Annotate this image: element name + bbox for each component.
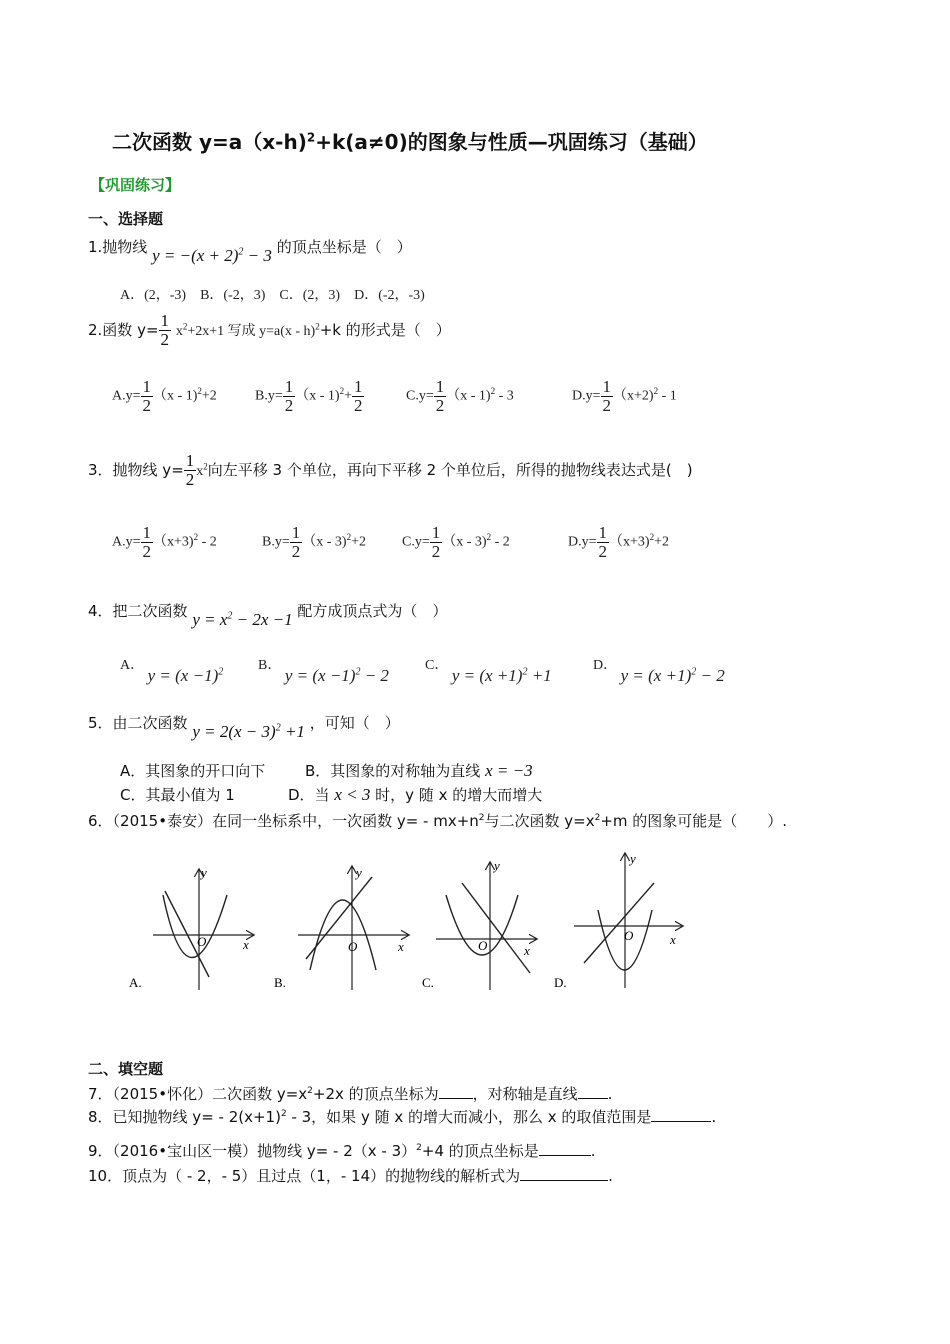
answer-blank[interactable] [539,1141,591,1156]
y-label: y [201,865,207,880]
answer-blank[interactable] [520,1166,608,1181]
graph-label-c: C. [422,975,434,990]
question-2: 2.函数 y= $\frac{1}{2}$ $x^2+2x+1$ 写成 y=a(x - h)$^2$+k 的形式是（ ） [88,311,451,349]
answer-blank[interactable] [578,1084,608,1099]
question-3-option-a: A.y= $\frac{1}{2}$ （x+3)$^2$ - 2 [112,523,217,561]
question-2-option-d: D.y= $\frac{1}{2}$ （x+2)$^2$ - 1 [572,377,677,415]
x-label: x [398,939,404,954]
question-2-option-c: C.y= $\frac{1}{2}$ （x - 1)$^2$ - 3 [406,377,514,415]
question-5-option-d: D．当 x < 3 时，y 随 x 的增大而增大 [288,785,543,804]
question-3-option-d: D.y= $\frac{1}{2}$ （x+3)$^2$+2 [568,523,669,561]
section-fill-heading: 二、填空题 [88,1060,164,1078]
origin-label: O [478,938,488,953]
question-5-option-c: C．其最小值为 1 [120,786,235,804]
question-5-option-b: B．其图象的对称轴为直线 x = −3 [305,761,533,780]
y-label: y [356,865,362,880]
line [584,883,654,963]
x-label: x [243,937,249,952]
question-3-option-b: B.y= $\frac{1}{2}$ （x - 3)$^2$+2 [262,523,366,561]
question-9: 9．（2016•宝山区一模）抛物线 y= - 2（x - 3）$^2$+4 的顶点坐标是 . [88,1142,596,1160]
question-7: 7．（2015•怀化）二次函数 $y=x^2+2x$ 的顶点坐标为 ，对称轴是直线 . [88,1085,613,1103]
graph-d [550,848,690,995]
question-4-option-c: C． $y = (x +1)^2 +1$ [425,658,552,685]
page-title: 二次函数 y=a（x-h)$^2$+k(a≠0)的图象与性质—巩固练习（基础） [112,130,708,154]
question-3-option-c: C.y= $\frac{1}{2}$ （x - 3)$^2$ - 2 [402,523,510,561]
line [462,883,530,973]
question-1-options: A．(2，-3) B．(-2，3) C．(2，3) D．(-2，-3) [120,288,425,303]
graph-label-a: A. [129,975,142,990]
question-8: 8．已知抛物线 $y= - 2(x+1)^2 - 3$，如果 y 随 x 的增大而减小，那么 x 的取值范围是 . [88,1108,717,1126]
line [306,877,372,959]
answer-blank[interactable] [651,1107,711,1122]
question-6: 6．（2015•泰安）在同一坐标系中，一次函数 $y= - mx+n^2$与二次函数 $y=x^2+m$ 的图象可能是（ ）. [88,812,788,830]
question-2-option-b: B.y= $\frac{1}{2}$ （x - 1)$^2$+ $\frac{1}{2}$ [255,377,363,415]
graph-label-b: B. [274,975,286,990]
question-10: 10．顶点为（ - 2，- 5）且过点（1，- 14）的抛物线的解析式为 . [88,1167,613,1185]
section-choice-heading: 一、选择题 [88,210,164,228]
graph-c [418,855,543,995]
question-4-option-d: D． $y = (x +1)^2 - 2$ [593,658,725,685]
question-1: 1.抛物线 $y = -(x + 2)^2 - 3$ 的顶点坐标是（ ） [88,238,412,265]
question-4: 4．把二次函数 $y = x^2 - 2x -1$ 配方成顶点式为（ ） [88,602,448,629]
question-5: 5．由二次函数 $y = 2(x - 3)^2 +1$ ，可知（ ） [88,714,400,741]
graph-b [270,855,415,995]
x-label: x [524,943,530,958]
question-2-option-a: A.y= $\frac{1}{2}$ （x - 1)$^2$+2 [112,377,217,415]
y-label: y [494,858,500,873]
graph-a [125,855,260,995]
graph-label-d: D. [554,975,567,990]
question-3: 3．抛物线 y= $\frac{1}{2}$ $x^2$向左平移 3 个单位，再向下平移 2 个单位后，所得的抛物线表达式是( ) [88,451,693,489]
question-4-option-b: B． $y = (x -1)^2 - 2$ [258,658,389,685]
question-5-option-a: A．其图象的开口向下 [120,762,266,780]
question-4-option-a: A． $y = (x -1)^2$ [120,658,224,685]
origin-label: O [348,939,358,954]
x-label: x [670,932,676,947]
answer-blank[interactable] [439,1084,473,1099]
section-tag: 【巩固练习】 [90,176,181,194]
origin-label: O [197,934,207,949]
y-label: y [630,851,636,866]
origin-label: O [624,928,634,943]
